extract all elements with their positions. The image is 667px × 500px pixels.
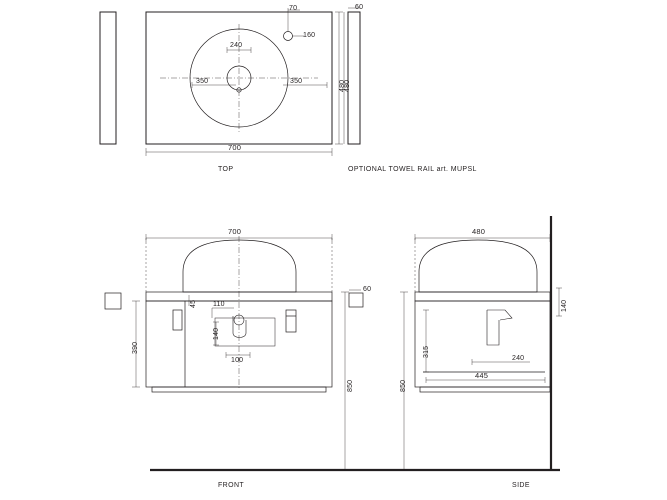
dim-rail-480: 480 <box>344 79 351 92</box>
front-thickness-sample <box>105 293 121 309</box>
dim-top-160: 160 <box>303 32 316 39</box>
dim-rail-60: 60 <box>355 4 364 11</box>
side-cabinet-base <box>420 387 550 392</box>
dim-front-100: 100 <box>231 357 244 364</box>
front-plumbing-zone <box>215 318 275 346</box>
caption-side-view: SIDE <box>512 482 530 489</box>
dim-top-700: 700 <box>228 143 242 152</box>
dim-front-700: 700 <box>228 227 242 236</box>
front-basin-bowl <box>183 240 296 292</box>
dim-side-315: 315 <box>423 345 430 358</box>
front-right-fitting <box>286 310 296 332</box>
dim-front-390: 390 <box>132 341 139 354</box>
front-right-sample <box>349 293 363 307</box>
side-counter-top <box>415 292 550 301</box>
dim-front-850: 850 <box>347 379 354 392</box>
side-waste-fitting <box>487 310 512 320</box>
dim-side-850: 850 <box>400 379 407 392</box>
dim-top-240: 240 <box>230 42 243 49</box>
dim-front-110: 110 <box>213 301 225 308</box>
side-basin-bowl <box>419 240 537 292</box>
dim-side-140: 140 <box>561 299 568 312</box>
dim-front-45: 45 <box>190 299 197 308</box>
caption-towel-rail: OPTIONAL TOWEL RAIL art. MUPSL <box>348 166 477 173</box>
dim-front-60: 60 <box>363 286 372 293</box>
dim-top-480: 480 <box>339 79 346 92</box>
caption-front-view: FRONT <box>218 482 245 489</box>
dim-side-240: 240 <box>512 355 525 362</box>
towel-rail-slab <box>348 12 360 144</box>
dim-top-350-right: 350 <box>290 78 303 85</box>
dim-top-350-left: 350 <box>196 78 209 85</box>
dim-top-70: 70 <box>289 5 298 12</box>
front-left-bracket <box>173 310 182 330</box>
side-trap-pipe <box>487 310 499 345</box>
top-view-side-slab <box>100 12 116 144</box>
dim-side-480: 480 <box>472 227 486 236</box>
dim-side-445: 445 <box>475 371 489 380</box>
dim-front-140: 140 <box>213 327 220 340</box>
tap-hole <box>284 32 293 41</box>
caption-top-view: TOP <box>218 166 234 173</box>
